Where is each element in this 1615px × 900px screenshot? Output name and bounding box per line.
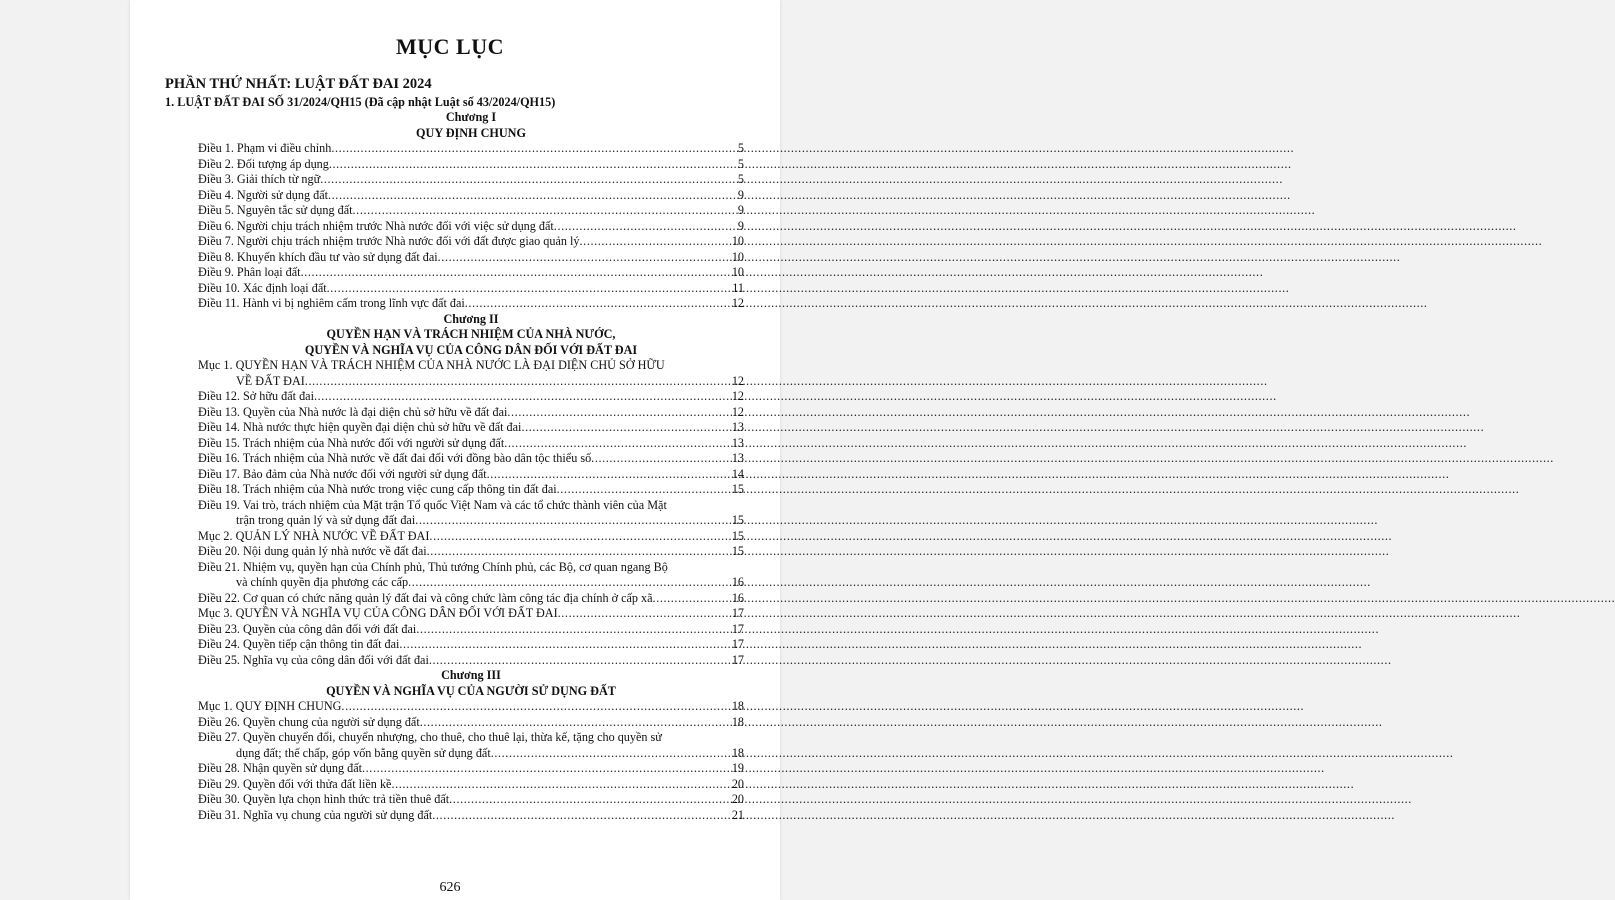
toc-entry-text: Điều 14. Nhà nước thực hiện quyền đại diện chủ sở hữu về đất đai [198,420,522,434]
toc-entry-page: 12 [731,389,744,403]
toc-entry-text: Điều 9. Phân loại đất [198,265,301,279]
toc-entry-page: 16 [731,590,744,605]
toc-entry-page: 12 [731,373,744,388]
toc-entry-text: Điều 5. Nguyên tắc sử dụng đất [198,203,353,217]
toc-entry[interactable] [198,715,744,731]
toc-entry[interactable] [198,188,744,204]
toc-entry-text: Điều 27. Quyền chuyển đổi, chuyển nhượng, cho thuê, cho thuê lại, thừa kế, tặng cho quyền sử [198,730,662,744]
toc-entry-text: Điều 26. Quyền chung của người sử dụng đất [198,714,420,729]
chapter-label: Chương I [445,110,497,124]
chapter-label: Chương III [441,668,501,682]
toc-entry-page: 17 [731,652,744,667]
toc-entry-text: Điều 13. Quyền của Nhà nước là đại diện chủ sở hữu về đất đai [198,404,508,419]
toc-entry[interactable] [198,498,744,529]
toc-entry-text: Điều 1. Phạm vi điều chỉnh [198,141,332,155]
toc-entry[interactable] [198,172,744,188]
toc-entry-text: trận trong quản lý và sử dụng đất đai [236,513,416,527]
toc-entry-page: 21 [731,807,744,822]
toc-entry-page: 5 [737,141,744,155]
toc-entry[interactable] [198,730,744,761]
toc-entry[interactable] [198,451,744,467]
toc-entry-page: 20 [731,776,744,791]
toc-entry-page: 12 [731,404,744,419]
toc-entry-page: 5 [737,156,744,171]
toc-entry-text: VỀ ĐẤT ĐAI [236,373,305,388]
document-page [130,0,780,900]
toc-entry[interactable] [198,606,744,622]
toc-entry-text: Điều 23. Quyền của công dân đối với đất đai [198,621,417,636]
toc-entry-text: Điều 18. Trách nhiệm của Nhà nước trong việc cung cấp thông tin đất đai [198,482,557,496]
toc-entry-page: 15 [731,482,744,496]
toc-entry-text: Điều 29. Quyền đối với thửa đất liền kề [198,776,392,791]
toc-entry-text: Mục 3. QUYỀN VÀ NGHĨA VỤ CỦA CÔNG DÂN ĐỐI VỚI ĐẤT ĐAI [198,606,558,620]
chapter-title: QUYỀN VÀ NGHĨA VỤ CỦA CÔNG DÂN ĐỐI VỚI ĐẤT ĐAI [304,342,638,357]
toc-entry[interactable] [198,467,744,483]
toc-entry-text: Điều 25. Nghĩa vụ của công dân đối với đất đai [198,652,429,667]
toc-entry-page: 15 [731,544,744,558]
toc-entry[interactable] [198,792,744,808]
toc-entry-text: Điều 19. Vai trò, trách nhiệm của Mặt trận Tổ quốc Việt Nam và các tổ chức thành viên của Mặt [198,497,667,512]
chapter-title: QUYỀN VÀ NGHĨA VỤ CỦA NGƯỜI SỬ DỤNG ĐẤT [326,683,616,698]
toc-entry[interactable] [198,234,744,250]
toc-entry-page: 9 [737,203,744,217]
toc-entry-text: Điều 30. Quyền lựa chọn hình thức trả tiền thuê đất [198,792,450,806]
toc-entry-page: 18 [731,745,744,760]
toc-entry[interactable] [198,358,744,389]
toc-entry-text: Điều 6. Người chịu trách nhiệm trước Nhà nước đối với việc sử dụng đất [198,218,554,233]
toc-entry-page: 17 [731,621,744,636]
toc-entry-text: Mục 2. QUẢN LÝ NHÀ NƯỚC VỀ ĐẤT ĐAI [198,528,430,543]
toc-entry[interactable] [198,482,744,498]
toc-entry[interactable] [198,420,744,436]
toc-entry-text: Mục 1. QUY ĐỊNH CHUNG [198,699,342,713]
toc-entry-page: 12 [731,296,744,310]
toc-entry[interactable] [198,141,744,157]
toc-entry[interactable] [198,203,744,219]
toc-group [198,622,744,669]
toc-entry-page: 15 [731,513,744,527]
part-title: PHẦN THỨ NHẤT: LUẬT ĐẤT ĐAI 2024 [165,76,432,92]
toc-entry-text: Điều 8. Khuyến khích đầu tư vào sử dụng đất đai [198,249,438,264]
toc-entry-page: 5 [737,172,744,186]
toc-entry-page: 18 [731,714,744,729]
toc-entry-text: dụng đất; thế chấp, góp vốn bằng quyền sử dụng đất [236,745,491,760]
toc-entry-text: Điều 24. Quyền tiếp cận thông tin đất đai [198,637,400,651]
toc-entry[interactable] [198,157,744,173]
toc-entry[interactable] [198,436,744,452]
toc-entry[interactable] [198,281,744,297]
toc-entry-text: Điều 20. Nội dung quản lý nhà nước về đất đai [198,544,427,558]
toc-entry-text: Điều 7. Người chịu trách nhiệm trước Nhà nước đối với đất được giao quản lý [198,234,580,248]
toc-entry-page: 11 [732,280,744,295]
toc-entry-text: Điều 3. Giải thích từ ngữ [198,172,321,186]
toc-group [198,761,744,823]
toc-entry-page: 16 [731,575,744,589]
toc-entry[interactable] [198,653,744,669]
toc-entry-text: Điều 31. Nghĩa vụ chung của người sử dụng đất [198,807,433,822]
toc-entry-page: 20 [731,792,744,806]
toc-entry-page: 14 [731,466,744,481]
toc-entry[interactable] [198,777,744,793]
toc-entry-page: 13 [731,451,744,465]
page-title: MỤC LỤC [396,34,504,59]
toc-entry-page: 9 [737,187,744,202]
toc-entry[interactable] [198,544,744,560]
toc-group [198,141,744,312]
toc-entry-text: Điều 11. Hành vi bị nghiêm cấm trong lĩnh vực đất đai [198,296,465,310]
toc-entry-page: 15 [731,528,744,543]
toc-entry[interactable] [198,250,744,266]
toc-group [198,389,744,498]
toc-entry[interactable] [198,389,744,405]
toc-entry[interactable] [198,591,744,607]
toc-entry-page: 10 [731,249,744,264]
page-number: 626 [439,880,461,895]
toc-entry-text: Điều 4. Người sử dụng đất [198,187,329,202]
toc-entry-page: 19 [731,761,744,775]
toc-entry[interactable] [198,761,744,777]
toc-entry[interactable] [198,699,744,715]
toc-entry-text: Mục 1. QUYỀN HẠN VÀ TRÁCH NHIỆM CỦA NHÀ NƯỚC LÀ ĐẠI DIỆN CHỦ SỞ HỮU [198,358,665,372]
toc-entry-page: 10 [731,234,744,248]
toc-entry-text: và chính quyền địa phương các cấp [236,575,409,589]
toc-entry[interactable] [198,219,744,235]
toc-entry-text: Điều 12. Sở hữu đất đai [198,389,314,403]
toc-entry-text: Điều 28. Nhận quyền sử dụng đất [198,761,363,775]
chapter-label: Chương II [443,311,499,326]
toc-entry[interactable] [198,560,744,591]
toc-entry-text: Điều 2. Đối tượng áp dụng [198,156,329,171]
chapter-title: QUYỀN HẠN VÀ TRÁCH NHIỆM CỦA NHÀ NƯỚC, [326,327,616,341]
toc-entry-page: 17 [731,637,744,651]
toc-entry-page: 13 [731,435,744,450]
law-title: 1. LUẬT ĐẤT ĐAI SỐ 31/2024/QH15 (Đã cập nhật Luật số 43/2024/QH15) [165,95,556,109]
toc-entry[interactable] [198,529,744,545]
toc-entry-page: 17 [731,606,744,620]
toc-entry-page: 13 [731,420,744,434]
toc-entry[interactable] [198,622,744,638]
toc-entry[interactable] [198,637,744,653]
toc-entry[interactable] [198,265,744,281]
toc-entry[interactable] [198,296,744,312]
toc-entry-text: Điều 16. Trách nhiệm của Nhà nước về đất đai đối với đồng bào dân tộc thiểu số [198,451,592,465]
toc-entry-page: 10 [731,265,744,279]
toc-entry-page: 9 [737,218,744,233]
toc-entry-page: 18 [731,699,744,713]
toc-entry-text: Điều 15. Trách nhiệm của Nhà nước đối với người sử dụng đất [198,435,505,450]
toc-entry-text: Điều 21. Nhiệm vụ, quyền hạn của Chính phủ, Thủ tướng Chính phủ, các Bộ, cơ quan ngang Bộ [198,559,668,574]
table-of-contents [198,110,744,823]
chapter-title: QUY ĐỊNH CHUNG [416,125,526,140]
toc-entry-text: Điều 22. Cơ quan có chức năng quản lý đất đai và công chức làm công tác địa chính ở cấp xã [198,590,653,605]
toc-entry-text: Điều 10. Xác định loại đất [198,280,327,295]
toc-entry[interactable] [198,808,744,824]
toc-entry[interactable] [198,405,744,421]
toc-entry-text: Điều 17. Bảo đảm của Nhà nước đối với người sử dụng đất [198,466,487,481]
